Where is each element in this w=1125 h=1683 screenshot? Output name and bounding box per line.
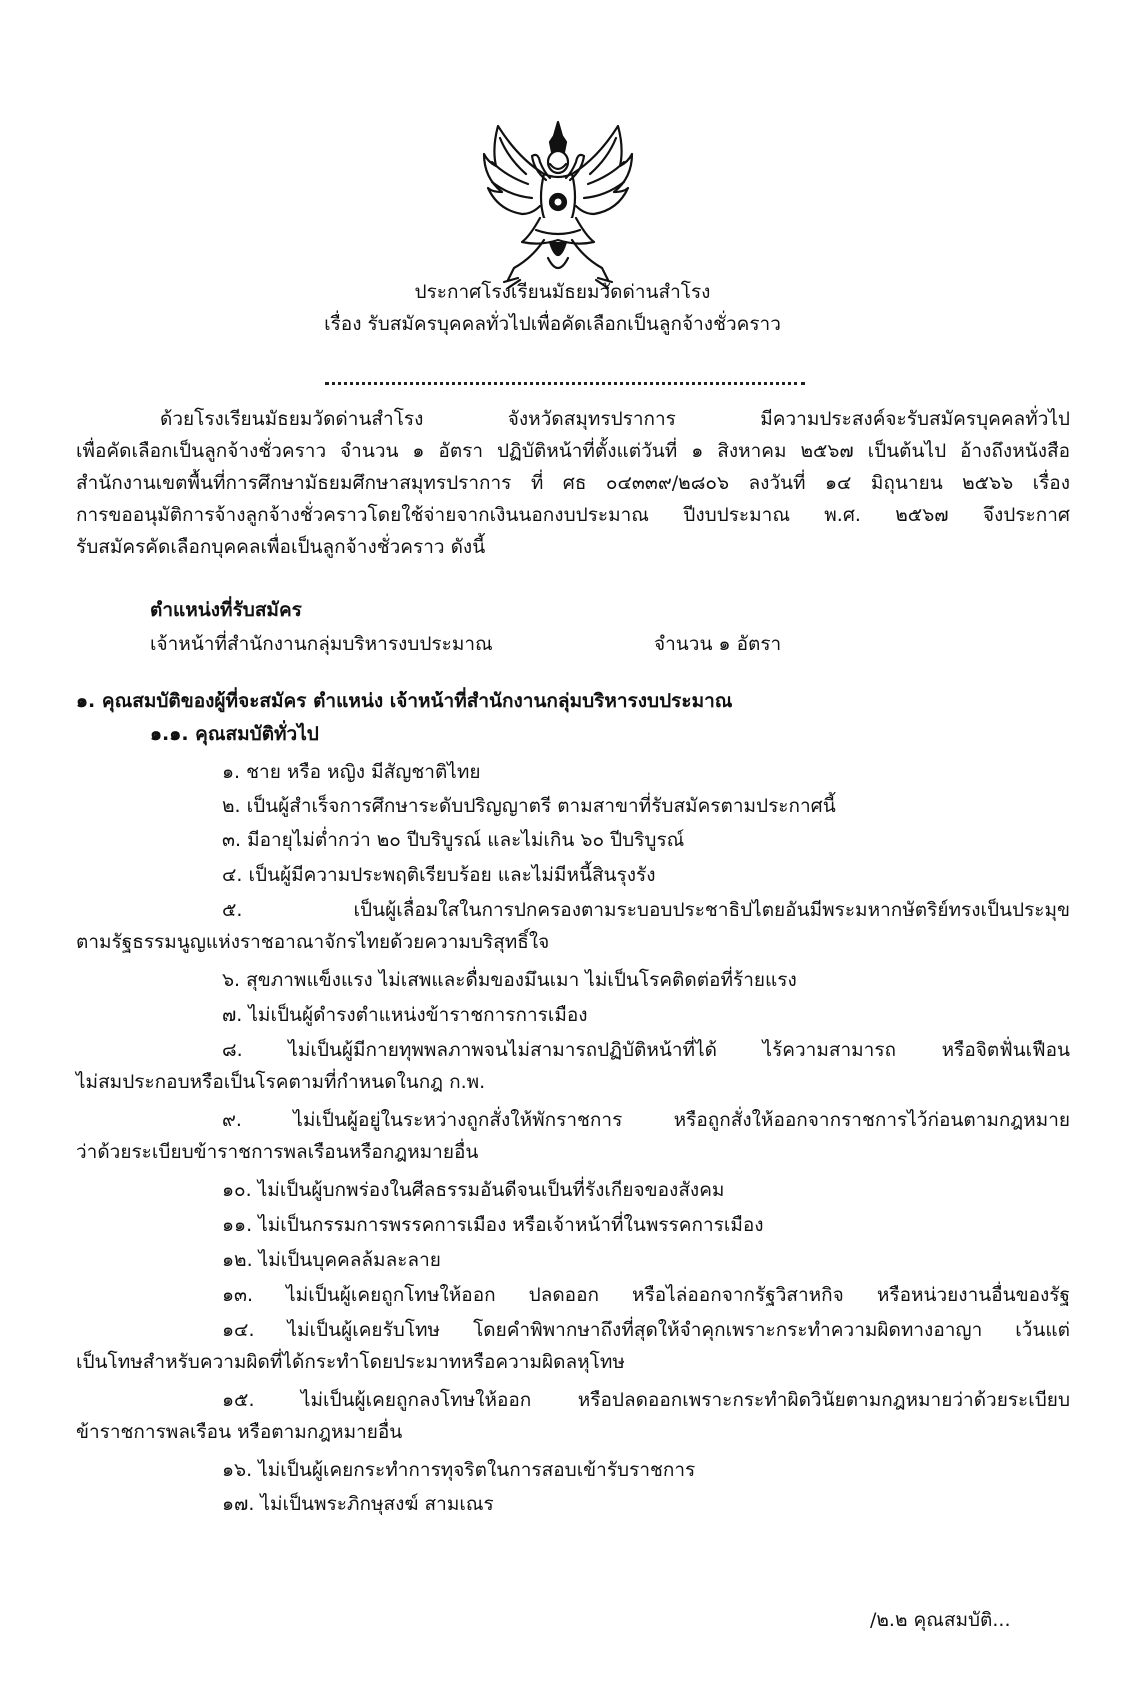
section-1-1-heading: ๑.๑. คุณสมบัติทั่วไป (150, 723, 319, 745)
qualification-item-16: ๑๖. ไม่เป็นผู้เคยกระทำการทุจริตในการสอบเข้ารับราชการ (222, 1459, 696, 1481)
qualification-item-17: ๑๗. ไม่เป็นพระภิกษุสงฆ์ สามเณร (222, 1493, 494, 1515)
qualification-item-9-cont: ว่าด้วยระเบียบข้าราชการพลเรือนหรือกฎหมายอื่น (76, 1141, 479, 1163)
intro-line-3: สำนักงานเขตพื้นที่การศึกษามัธยมศึกษาสมุทรปราการ ที่ ศธ ๐๔๓๓๙/๒๘๐๖ ลงวันที่ ๑๔ มิถุนายน ๒๕๖๖ เรื่อง (76, 472, 1070, 494)
position-count: จำนวน ๑ อัตรา (654, 633, 782, 655)
intro-line-1: ด้วยโรงเรียนมัธยมวัดด่านสำโรง จังหวัดสมุทรปราการ มีความประสงค์จะรับสมัครบุคคลทั่วไป (160, 408, 1070, 430)
position-name: เจ้าหน้าที่สำนักงานกลุ่มบริหารงบประมาณ (150, 633, 493, 655)
qualification-item-5: ๕. เป็นผู้เลื่อมใสในการปกครองตามระบอบประชาธิปไตยอันมีพระมหากษัตริย์ทรงเป็นประมุข (222, 899, 1070, 921)
announcement-subject: เรื่อง รับสมัครบุคคลทั่วไปเพื่อคัดเลือกเป็นลูกจ้างชั่วคราว (324, 313, 781, 335)
qualification-item-8-cont: ไม่สมประกอบหรือเป็นโรคตามที่กำหนดในกฎ ก.พ. (76, 1071, 486, 1093)
qualification-item-15-cont: ข้าราชการพลเรือน หรือตามกฎหมายอื่น (76, 1421, 403, 1443)
qualification-item-6: ๖. สุขภาพแข็งแรง ไม่เสพและดื่มของมึนเมา ไม่เป็นโรคติดต่อที่ร้ายแรง (222, 969, 797, 991)
garuda-emblem-icon (478, 118, 638, 294)
qualification-item-12: ๑๒. ไม่เป็นบุคคลล้มละลาย (222, 1249, 441, 1271)
qualification-item-8: ๘. ไม่เป็นผู้มีกายทุพพลภาพจนไม่สามารถปฏิบัติหน้าที่ได้ ไร้ความสามารถ หรือจิตฟั่นเฟือน (222, 1039, 1070, 1061)
qualification-item-2: ๒. เป็นผู้สำเร็จการศึกษาระดับปริญญาตรี ตามสาขาที่รับสมัครตามประกาศนี้ (222, 795, 836, 817)
qualification-item-5-cont: ตามรัฐธรรมนูญแห่งราชอาณาจักรไทยด้วยความบริสุทธิ์ใจ (76, 931, 550, 953)
position-heading: ตำแหน่งที่รับสมัคร (150, 599, 302, 621)
qualification-item-14: ๑๔. ไม่เป็นผู้เคยรับโทษ โดยคำพิพากษาถึงที่สุดให้จำคุกเพราะกระทำความผิดทางอาญา เว้นแต่ (222, 1319, 1070, 1341)
qualification-item-11: ๑๑. ไม่เป็นกรรมการพรรคการเมือง หรือเจ้าหน้าที่ในพรรคการเมือง (222, 1214, 764, 1236)
qualification-item-13: ๑๓. ไม่เป็นผู้เคยถูกโทษให้ออก ปลดออก หรือไล่ออกจากรัฐวิสาหกิจ หรือหน่วยงานอื่นของรัฐ (222, 1284, 1070, 1306)
page-continuation: /๒.๒ คุณสมบัติ... (870, 1609, 1011, 1631)
qualification-item-9: ๙. ไม่เป็นผู้อยู่ในระหว่างถูกสั่งให้พักราชการ หรือถูกสั่งให้ออกจากราชการไว้ก่อนตามกฎหมาย (222, 1109, 1070, 1131)
qualification-item-14-cont: เป็นโทษสำหรับความผิดที่ได้กระทำโดยประมาทหรือความผิดลหุโทษ (76, 1351, 625, 1373)
qualification-item-3: ๓. มีอายุไม่ต่ำกว่า ๒๐ ปีบริบูรณ์ และไม่เกิน ๖๐ ปีบริบูรณ์ (222, 829, 685, 851)
qualification-item-1: ๑. ชาย หรือ หญิง มีสัญชาติไทย (222, 761, 481, 783)
qualification-item-7: ๗. ไม่เป็นผู้ดำรงตำแหน่งข้าราชการการเมือง (222, 1004, 588, 1026)
section-1-heading: ๑. คุณสมบัติของผู้ที่จะสมัคร ตำแหน่ง เจ้าหน้าที่สำนักงานกลุ่มบริหารงบประมาณ (76, 690, 733, 712)
qualification-item-10: ๑๐. ไม่เป็นผู้บกพร่องในศีลธรรมอันดีจนเป็นที่รังเกียจของสังคม (222, 1179, 725, 1201)
intro-line-2: เพื่อคัดเลือกเป็นลูกจ้างชั่วคราว จำนวน ๑ อัตรา ปฏิบัติหน้าที่ตั้งแต่วันที่ ๑ สิงหาคม ๒๕๖๗ เป็นต้นไป อ้างถึงหนังสือ (76, 440, 1070, 462)
qualification-item-4: ๔. เป็นผู้มีความประพฤติเรียบร้อย และไม่มีหนี้สินรุงรัง (222, 864, 656, 886)
announcement-title: ประกาศโรงเรียนมัธยมวัดด่านสำโรง (414, 281, 711, 303)
intro-line-5: รับสมัครคัดเลือกบุคคลเพื่อเป็นลูกจ้างชั่วคราว ดังนี้ (76, 536, 486, 558)
qualification-item-15: ๑๕. ไม่เป็นผู้เคยถูกลงโทษให้ออก หรือปลดออกเพราะกระทำผิดวินัยตามกฎหมายว่าด้วยระเบียบ (222, 1389, 1070, 1411)
dotted-divider (325, 378, 805, 385)
intro-line-4: การขออนุมัติการจ้างลูกจ้างชั่วคราวโดยใช้จ่ายจากเงินนอกงบประมาณ ปีงบประมาณ พ.ศ. ๒๕๖๗ จึงประกาศ (76, 504, 1070, 526)
